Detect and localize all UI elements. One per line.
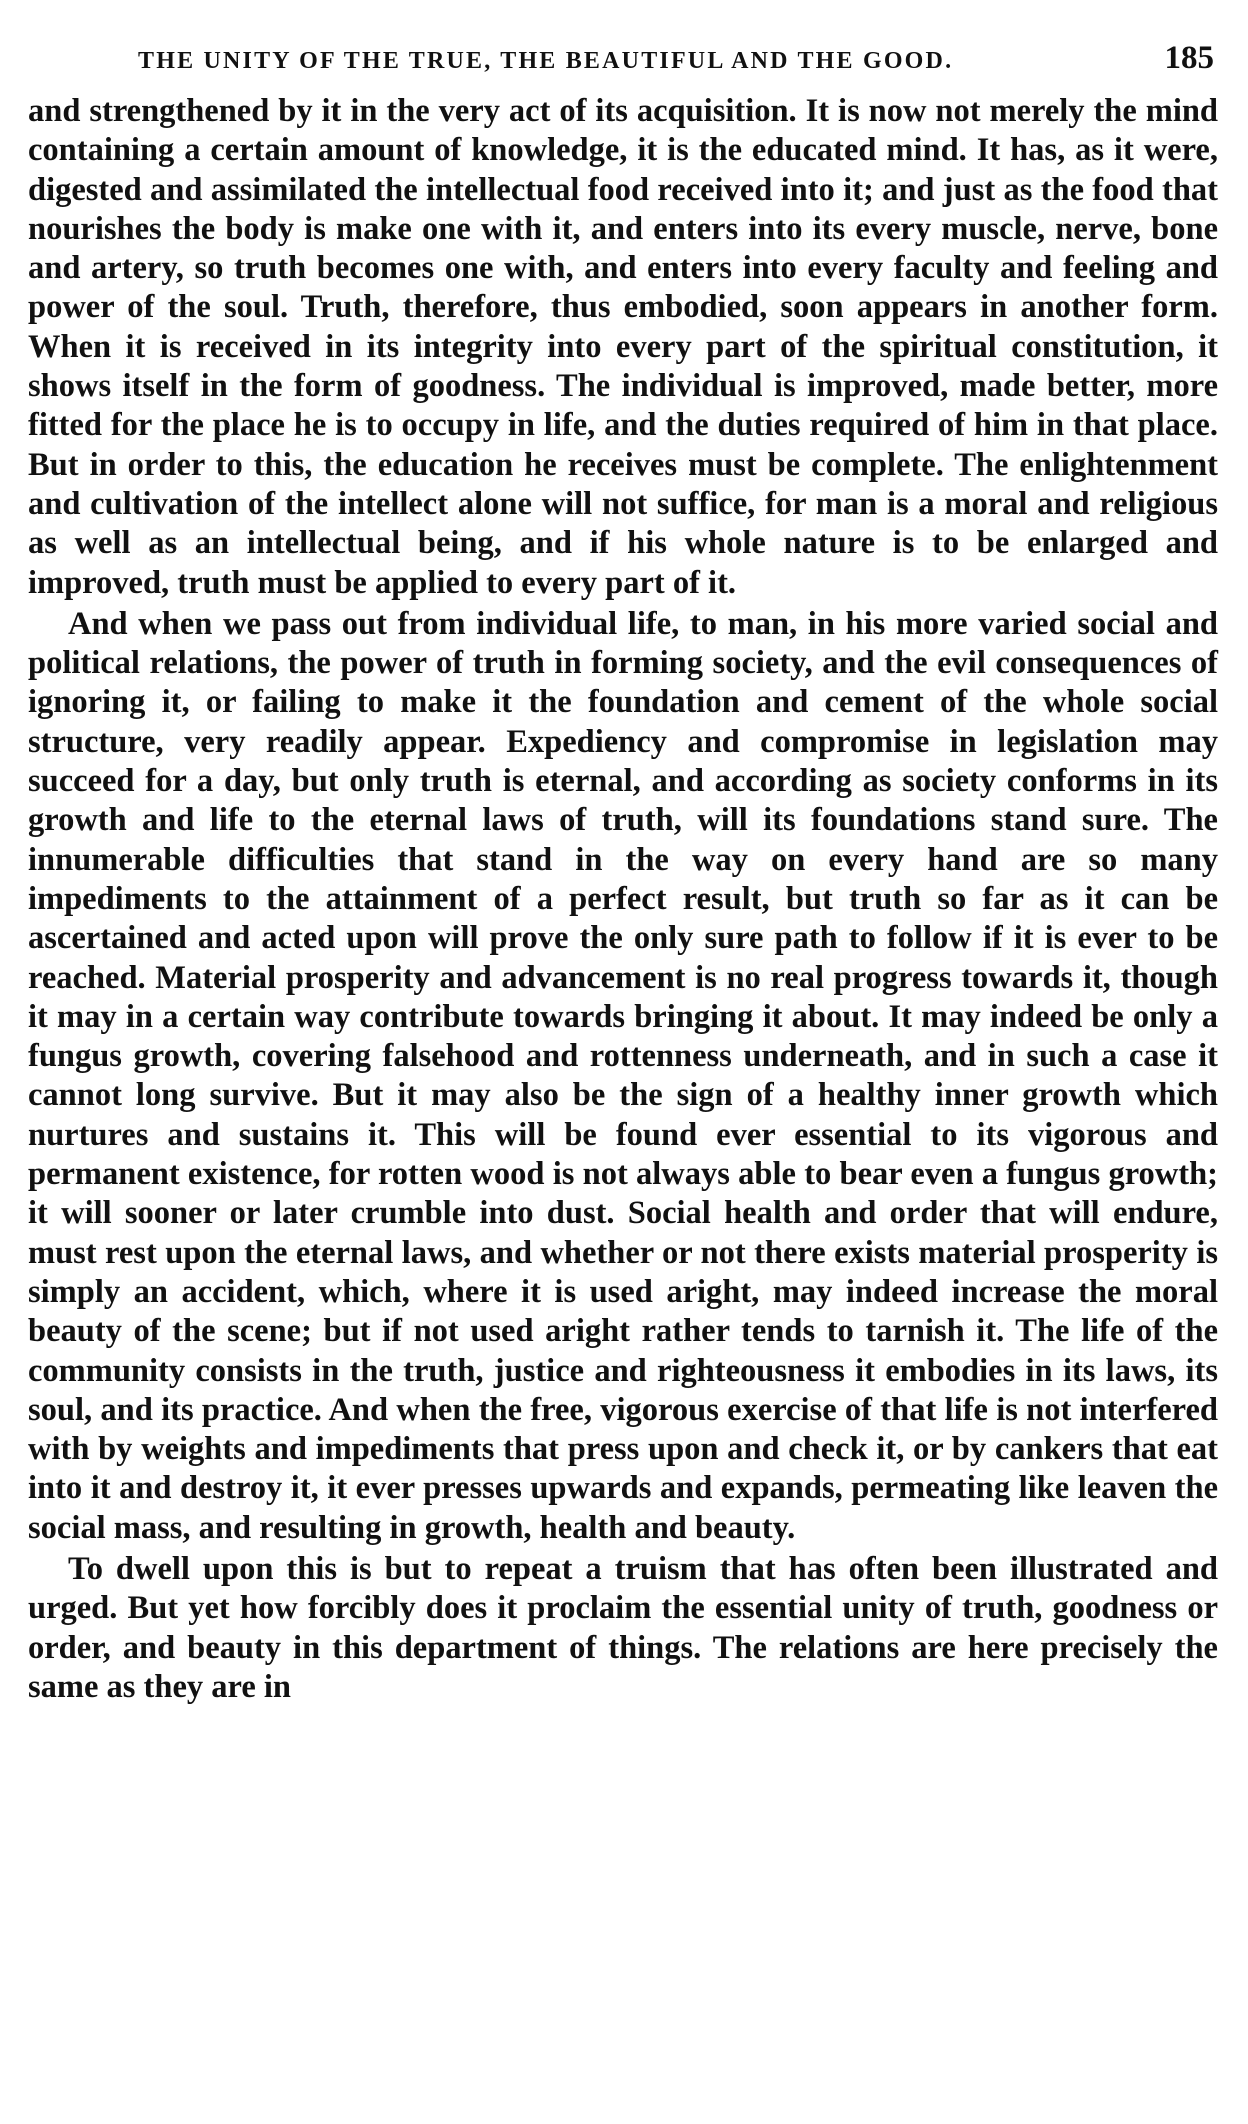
paragraph-continued: and strengthened by it in the very act of its acquisition. It is now not merely the mind containing a certain amount of knowledge, it is the educated mind. It has, as it were, digested and assimilated the intellectual food received into it; and just as the food that nourishes the body is make one with it, and enters into its every muscle, nerve, bone and artery, so truth becomes one with, and enters into every faculty and feeling and power of the soul. Truth, therefore, thus embodied, soon appears in another form. When it is received in its integrity into every part of the spiritual constitution, it shows itself in the form of goodness. The individual is improved, made better, more fitted for the place he is to occupy in life, and the duties required of him in that place. But in order to this, the education he receives must be complete. The enlightenment and cultivation of the intellect alone will not suffice, for man is a moral and religious as well as an intellectual being, and if his whole nature is to be enlarged and improved, truth must be applied to every part of it.: [28, 93, 1218, 601]
body-text: [28, 92, 1218, 1707]
book-page: [28, 40, 1218, 1707]
page-number: 185: [1164, 40, 1214, 76]
paragraph-truism: To dwell upon this is but to repeat a truism that has often been illustrated and urged. But yet how forcibly does it proclaim the essential unity of truth, goodness or order, and beauty in this department of things. The relations are here precisely the same as they are in: [28, 1550, 1218, 1705]
running-title: THE UNITY OF THE TRUE, THE BEAUTIFUL AND THE GOOD.: [138, 48, 954, 74]
running-head: [28, 40, 1218, 80]
paragraph-social-relations: And when we pass out from individual life, to man, in his more varied social and political relations, the power of truth in forming society, and the evil consequences of ignoring it, or failing to make it the foundation and cement of the whole social structure, very readily appear. Expediency and compromise in legislation may succeed for a day, but only truth is eternal, and according as society conforms in its growth and life to the eternal laws of truth, will its foundations stand sure. The innumerable difficulties that stand in the way on every hand are so many impediments to the attainment of a perfect result, but truth so far as it can be ascertained and acted upon will prove the only sure path to follow if it is ever to be reached. Material prosperity and advancement is no real progress towards it, though it may in a certain way contribute towards bringing it about. It may indeed be only a fungus growth, covering falsehood and rottenness underneath, and in such a case it cannot long survive. But it may also be the sign of a healthy inner growth which nurtures and sustains it. This will be found ever essential to its vigorous and permanent existence, for rotten wood is not always able to bear even a fungus growth; it will sooner or later crumble into dust. Social health and order that will endure, must rest upon the eternal laws, and whether or not there exists material prosperity is simply an accident, which, where it is used aright, may indeed increase the moral beauty of the scene; but if not used aright rather tends to tarnish it. The life of the community consists in the truth, justice and righteousness it embodies in its laws, its soul, and its practice. And when the free, vigorous exercise of that life is not interfered with by weights and impediments that press upon and check it, or by cankers that eat into it and destroy it, it ever presses upwards and expands, permeating like leaven the social mass, and resulting in growth, health and beauty.: [28, 605, 1218, 1546]
